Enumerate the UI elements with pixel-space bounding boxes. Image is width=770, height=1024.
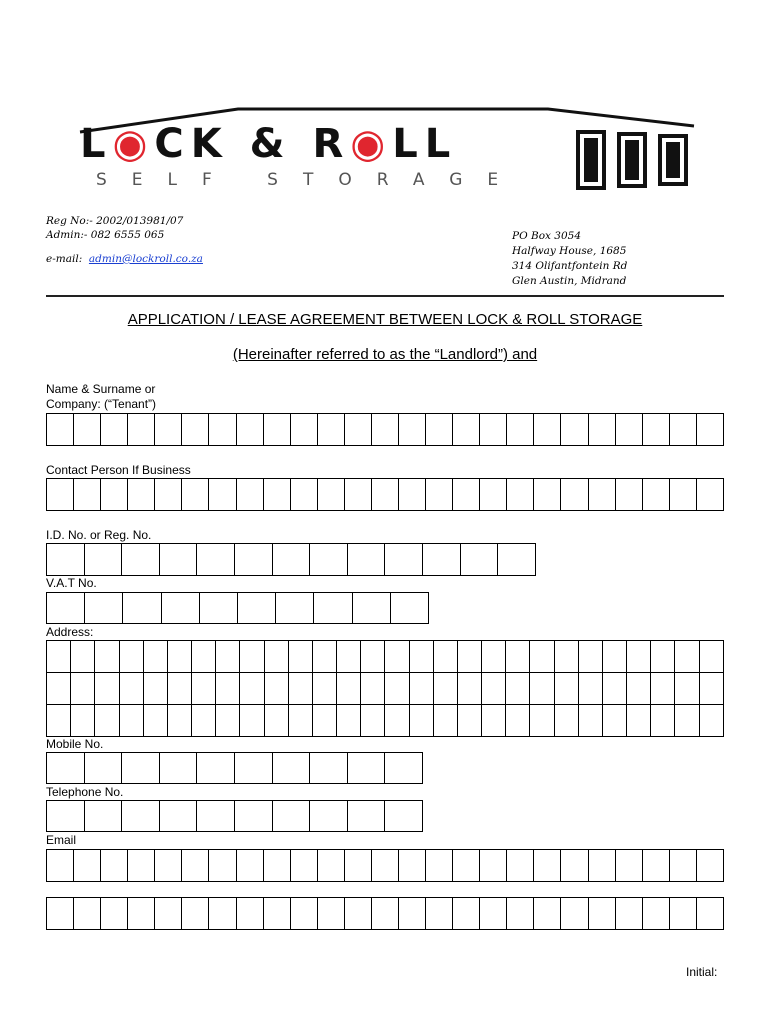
char-box[interactable] xyxy=(265,673,289,704)
char-box[interactable] xyxy=(240,641,264,672)
char-box[interactable] xyxy=(168,705,192,736)
char-box[interactable] xyxy=(458,673,482,704)
char-box[interactable] xyxy=(47,479,74,510)
char-box[interactable] xyxy=(426,898,453,929)
email-link[interactable]: admin@lockroll.co.za xyxy=(88,253,203,265)
char-box[interactable] xyxy=(160,544,198,575)
char-box[interactable] xyxy=(480,414,507,445)
char-box[interactable] xyxy=(627,641,651,672)
char-box[interactable] xyxy=(235,544,273,575)
char-box[interactable] xyxy=(160,801,198,831)
char-box[interactable] xyxy=(458,705,482,736)
char-box[interactable] xyxy=(240,705,264,736)
char-box[interactable] xyxy=(313,673,337,704)
char-box[interactable] xyxy=(264,414,291,445)
char-box[interactable] xyxy=(47,705,71,736)
char-box[interactable] xyxy=(385,673,409,704)
char-box[interactable] xyxy=(101,479,128,510)
char-box[interactable] xyxy=(95,705,119,736)
char-box[interactable] xyxy=(238,593,276,623)
char-box[interactable] xyxy=(530,641,554,672)
char-box[interactable] xyxy=(353,593,391,623)
address-label: Address: xyxy=(46,625,94,639)
char-box[interactable] xyxy=(71,641,95,672)
char-box[interactable] xyxy=(128,479,155,510)
char-box[interactable] xyxy=(310,544,348,575)
char-box[interactable] xyxy=(453,479,480,510)
char-box[interactable] xyxy=(561,898,588,929)
char-box[interactable] xyxy=(453,850,480,881)
char-box[interactable] xyxy=(318,850,345,881)
char-box[interactable] xyxy=(453,414,480,445)
char-box[interactable] xyxy=(498,544,536,575)
char-box[interactable] xyxy=(700,705,724,736)
id-number-input-boxes[interactable] xyxy=(46,543,536,576)
char-box[interactable] xyxy=(209,414,236,445)
char-box[interactable] xyxy=(289,673,313,704)
email-label: e-mail: xyxy=(46,253,83,265)
char-box[interactable] xyxy=(561,850,588,881)
char-box[interactable] xyxy=(675,705,699,736)
char-box[interactable] xyxy=(616,898,643,929)
char-box[interactable] xyxy=(265,705,289,736)
address-line: Halfway House, 1685 xyxy=(512,245,627,257)
char-box[interactable] xyxy=(85,544,123,575)
char-box[interactable] xyxy=(426,479,453,510)
char-box[interactable] xyxy=(160,753,198,783)
char-box[interactable] xyxy=(697,479,724,510)
char-box[interactable] xyxy=(670,898,697,929)
char-box[interactable] xyxy=(192,705,216,736)
char-box[interactable] xyxy=(385,641,409,672)
char-box[interactable] xyxy=(480,479,507,510)
char-box[interactable] xyxy=(616,414,643,445)
char-box[interactable] xyxy=(534,414,561,445)
address-input-boxes-row2[interactable] xyxy=(46,672,724,705)
char-box[interactable] xyxy=(289,705,313,736)
logo-subtitle: SELF STORAGE xyxy=(96,170,524,190)
char-box[interactable] xyxy=(47,801,85,831)
char-box[interactable] xyxy=(95,641,119,672)
char-box[interactable] xyxy=(589,850,616,881)
char-box[interactable] xyxy=(670,850,697,881)
char-box[interactable] xyxy=(74,414,101,445)
company-logo xyxy=(78,104,698,196)
char-box[interactable] xyxy=(313,705,337,736)
char-box[interactable] xyxy=(534,479,561,510)
email-line xyxy=(46,252,203,267)
telephone-input-boxes[interactable] xyxy=(46,800,423,832)
char-box[interactable] xyxy=(675,673,699,704)
char-box[interactable] xyxy=(616,850,643,881)
char-box[interactable] xyxy=(197,544,235,575)
char-box[interactable] xyxy=(192,641,216,672)
char-box[interactable] xyxy=(603,673,627,704)
char-box[interactable] xyxy=(627,705,651,736)
padlock-icon: ◉ xyxy=(112,121,155,167)
char-box[interactable] xyxy=(506,641,530,672)
char-box[interactable] xyxy=(273,544,311,575)
char-box[interactable] xyxy=(291,414,318,445)
char-box[interactable] xyxy=(555,673,579,704)
address-input-boxes-row3[interactable] xyxy=(46,704,724,737)
char-box[interactable] xyxy=(461,544,499,575)
char-box[interactable] xyxy=(337,641,361,672)
char-box[interactable] xyxy=(155,850,182,881)
char-box[interactable] xyxy=(482,705,506,736)
char-box[interactable] xyxy=(410,641,434,672)
char-box[interactable] xyxy=(507,850,534,881)
char-box[interactable] xyxy=(372,479,399,510)
char-box[interactable] xyxy=(85,801,123,831)
char-box[interactable] xyxy=(458,641,482,672)
char-box[interactable] xyxy=(162,593,200,623)
char-box[interactable] xyxy=(74,850,101,881)
char-box[interactable] xyxy=(197,801,235,831)
char-box[interactable] xyxy=(426,850,453,881)
char-box[interactable] xyxy=(128,898,155,929)
char-box[interactable] xyxy=(670,414,697,445)
char-box[interactable] xyxy=(237,414,264,445)
char-box[interactable] xyxy=(561,414,588,445)
contact-input-boxes[interactable] xyxy=(46,478,724,511)
char-box[interactable] xyxy=(555,705,579,736)
char-box[interactable] xyxy=(482,673,506,704)
char-box[interactable] xyxy=(361,705,385,736)
char-box[interactable] xyxy=(507,898,534,929)
logo-wordmark: L◉CK & R◉LL xyxy=(80,121,458,167)
char-box[interactable] xyxy=(589,479,616,510)
char-box[interactable] xyxy=(579,705,603,736)
telephone-label: Telephone No. xyxy=(46,785,124,799)
name-label-line2: Company: (“Tenant”) xyxy=(46,397,157,411)
char-box[interactable] xyxy=(506,673,530,704)
char-box[interactable] xyxy=(385,753,423,783)
char-box[interactable] xyxy=(337,673,361,704)
char-box[interactable] xyxy=(209,479,236,510)
char-box[interactable] xyxy=(385,544,423,575)
form-title: APPLICATION / LEASE AGREEMENT BETWEEN LOCK & ROLL STORAGE xyxy=(127,311,643,328)
char-box[interactable] xyxy=(155,479,182,510)
char-box[interactable] xyxy=(480,850,507,881)
char-box[interactable] xyxy=(47,898,74,929)
char-box[interactable] xyxy=(361,641,385,672)
char-box[interactable] xyxy=(182,850,209,881)
char-box[interactable] xyxy=(120,641,144,672)
char-box[interactable] xyxy=(47,593,85,623)
char-box[interactable] xyxy=(276,593,314,623)
char-box[interactable] xyxy=(697,414,724,445)
char-box[interactable] xyxy=(482,641,506,672)
char-box[interactable] xyxy=(385,801,423,831)
char-box[interactable] xyxy=(209,898,236,929)
form-subtitle: (Hereinafter referred to as the “Landlord”) and xyxy=(232,346,538,363)
char-box[interactable] xyxy=(85,753,123,783)
char-box[interactable] xyxy=(670,479,697,510)
char-box[interactable] xyxy=(423,544,461,575)
address-line: PO Box 3054 xyxy=(512,230,582,242)
header-divider xyxy=(46,295,724,297)
char-box[interactable] xyxy=(434,641,458,672)
char-box[interactable] xyxy=(507,414,534,445)
char-box[interactable] xyxy=(144,673,168,704)
char-box[interactable] xyxy=(155,898,182,929)
char-box[interactable] xyxy=(128,414,155,445)
initial-label: Initial: xyxy=(686,965,718,979)
char-box[interactable] xyxy=(318,898,345,929)
char-box[interactable] xyxy=(264,479,291,510)
char-box[interactable] xyxy=(345,414,372,445)
char-box[interactable] xyxy=(101,898,128,929)
char-box[interactable] xyxy=(534,898,561,929)
char-box[interactable] xyxy=(534,850,561,881)
char-box[interactable] xyxy=(85,593,123,623)
char-box[interactable] xyxy=(237,850,264,881)
char-box[interactable] xyxy=(291,479,318,510)
char-box[interactable] xyxy=(128,850,155,881)
char-box[interactable] xyxy=(700,641,724,672)
char-box[interactable] xyxy=(95,673,119,704)
char-box[interactable] xyxy=(310,801,348,831)
char-box[interactable] xyxy=(651,673,675,704)
char-box[interactable] xyxy=(155,414,182,445)
char-box[interactable] xyxy=(385,705,409,736)
char-box[interactable] xyxy=(555,641,579,672)
char-box[interactable] xyxy=(71,673,95,704)
reg-number: Reg No:- 2002/013981/07 xyxy=(46,215,184,227)
char-box[interactable] xyxy=(399,898,426,929)
char-box[interactable] xyxy=(120,673,144,704)
char-box[interactable] xyxy=(651,705,675,736)
char-box[interactable] xyxy=(240,673,264,704)
char-box[interactable] xyxy=(291,898,318,929)
char-box[interactable] xyxy=(47,850,74,881)
char-box[interactable] xyxy=(627,673,651,704)
char-box[interactable] xyxy=(348,544,386,575)
char-box[interactable] xyxy=(651,641,675,672)
char-box[interactable] xyxy=(579,641,603,672)
char-box[interactable] xyxy=(74,479,101,510)
char-box[interactable] xyxy=(144,641,168,672)
address-input-boxes-row1[interactable] xyxy=(46,640,724,673)
char-box[interactable] xyxy=(361,673,385,704)
name-input-boxes[interactable] xyxy=(46,413,724,446)
char-box[interactable] xyxy=(216,705,240,736)
char-box[interactable] xyxy=(348,801,386,831)
postal-address xyxy=(512,229,627,289)
char-box[interactable] xyxy=(337,705,361,736)
char-box[interactable] xyxy=(101,850,128,881)
char-box[interactable] xyxy=(144,705,168,736)
char-box[interactable] xyxy=(122,544,160,575)
char-box[interactable] xyxy=(697,850,724,881)
char-box[interactable] xyxy=(675,641,699,672)
char-box[interactable] xyxy=(372,414,399,445)
char-box[interactable] xyxy=(345,850,372,881)
char-box[interactable] xyxy=(237,898,264,929)
char-box[interactable] xyxy=(310,753,348,783)
char-box[interactable] xyxy=(561,479,588,510)
char-box[interactable] xyxy=(410,705,434,736)
char-box[interactable] xyxy=(434,705,458,736)
char-box[interactable] xyxy=(122,801,160,831)
char-box[interactable] xyxy=(506,705,530,736)
char-box[interactable] xyxy=(589,414,616,445)
char-box[interactable] xyxy=(372,898,399,929)
char-box[interactable] xyxy=(47,753,85,783)
storage-doors-icon xyxy=(574,128,692,192)
mobile-label: Mobile No. xyxy=(46,737,104,751)
char-box[interactable] xyxy=(168,641,192,672)
char-box[interactable] xyxy=(273,753,311,783)
char-box[interactable] xyxy=(345,898,372,929)
char-box[interactable] xyxy=(697,898,724,929)
id-number-label: I.D. No. or Reg. No. xyxy=(46,528,152,542)
char-box[interactable] xyxy=(120,705,144,736)
char-box[interactable] xyxy=(197,753,235,783)
name-label-line1: Name & Surname or xyxy=(46,382,156,396)
char-box[interactable] xyxy=(264,850,291,881)
char-box[interactable] xyxy=(530,705,554,736)
char-box[interactable] xyxy=(123,593,161,623)
admin-phone: Admin:- 082 6555 065 xyxy=(46,229,165,241)
char-box[interactable] xyxy=(291,850,318,881)
char-box[interactable] xyxy=(399,414,426,445)
char-box[interactable] xyxy=(101,414,128,445)
char-box[interactable] xyxy=(235,753,273,783)
tyre-icon: ◉ xyxy=(350,121,393,167)
char-box[interactable] xyxy=(589,898,616,929)
char-box[interactable] xyxy=(410,673,434,704)
char-box[interactable] xyxy=(643,414,670,445)
address-line: Glen Austin, Midrand xyxy=(512,275,627,287)
char-box[interactable] xyxy=(453,898,480,929)
char-box[interactable] xyxy=(372,850,399,881)
char-box[interactable] xyxy=(47,673,71,704)
char-box[interactable] xyxy=(318,414,345,445)
char-box[interactable] xyxy=(168,673,192,704)
char-box[interactable] xyxy=(643,479,670,510)
char-box[interactable] xyxy=(603,705,627,736)
char-box[interactable] xyxy=(643,850,670,881)
char-box[interactable] xyxy=(273,801,311,831)
char-box[interactable] xyxy=(579,673,603,704)
char-box[interactable] xyxy=(47,641,71,672)
char-box[interactable] xyxy=(265,641,289,672)
email-input-boxes-row1[interactable] xyxy=(46,849,724,882)
char-box[interactable] xyxy=(237,479,264,510)
char-box[interactable] xyxy=(314,593,352,623)
char-box[interactable] xyxy=(643,898,670,929)
vat-input-boxes[interactable] xyxy=(46,592,429,624)
char-box[interactable] xyxy=(480,898,507,929)
char-box[interactable] xyxy=(264,898,291,929)
char-box[interactable] xyxy=(700,673,724,704)
char-box[interactable] xyxy=(235,801,273,831)
char-box[interactable] xyxy=(289,641,313,672)
char-box[interactable] xyxy=(216,641,240,672)
char-box[interactable] xyxy=(616,479,643,510)
char-box[interactable] xyxy=(182,898,209,929)
char-box[interactable] xyxy=(530,673,554,704)
char-box[interactable] xyxy=(47,544,85,575)
char-box[interactable] xyxy=(200,593,238,623)
char-box[interactable] xyxy=(122,753,160,783)
char-box[interactable] xyxy=(192,673,216,704)
vat-number-label: V.A.T No. xyxy=(46,576,97,590)
contact-person-label: Contact Person If Business xyxy=(46,463,191,477)
char-box[interactable] xyxy=(434,673,458,704)
char-box[interactable] xyxy=(318,479,345,510)
char-box[interactable] xyxy=(507,479,534,510)
char-box[interactable] xyxy=(348,753,386,783)
char-box[interactable] xyxy=(47,414,74,445)
char-box[interactable] xyxy=(74,898,101,929)
char-box[interactable] xyxy=(399,479,426,510)
email-input-boxes-row2[interactable] xyxy=(46,897,724,930)
char-box[interactable] xyxy=(345,479,372,510)
char-box[interactable] xyxy=(426,414,453,445)
char-box[interactable] xyxy=(182,414,209,445)
char-box[interactable] xyxy=(313,641,337,672)
char-box[interactable] xyxy=(399,850,426,881)
address-line: 314 Olifantfontein Rd xyxy=(512,260,628,272)
mobile-input-boxes[interactable] xyxy=(46,752,423,784)
char-box[interactable] xyxy=(71,705,95,736)
char-box[interactable] xyxy=(182,479,209,510)
char-box[interactable] xyxy=(391,593,429,623)
char-box[interactable] xyxy=(216,673,240,704)
char-box[interactable] xyxy=(603,641,627,672)
char-box[interactable] xyxy=(209,850,236,881)
email-label-field: Email xyxy=(46,833,77,847)
